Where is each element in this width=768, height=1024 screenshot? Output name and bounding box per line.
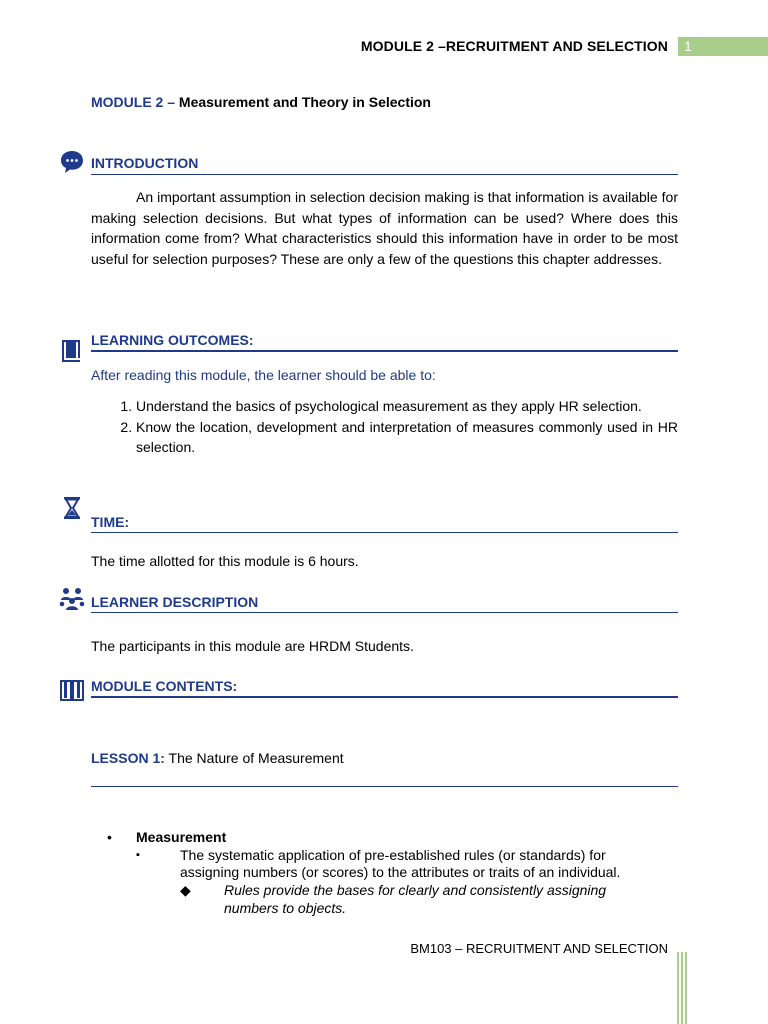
time-rule xyxy=(91,532,678,533)
introduction-text: An important assumption in selection decision making is that information is available for making selection decisions. But what types of information can be used? Where does this information come from? What characteristics should this information have in order to be most useful for selection purposes? These are only a few of the questions this chapter addresses. xyxy=(91,189,678,267)
learning-outcomes-list xyxy=(91,396,678,458)
bullet-rules-line2: numbers to objects. xyxy=(224,900,347,916)
bullet-definition-line1: The systematic application of pre-established rules (or standards) for xyxy=(180,847,606,863)
footer-text: BM103 – RECRUITMENT AND SELECTION xyxy=(410,941,668,956)
footer-decor-line xyxy=(681,952,683,1024)
learner-description-rule xyxy=(91,612,678,613)
module-title-prefix: MODULE 2 – xyxy=(91,94,179,110)
bullet-rules-line1: Rules provide the bases for clearly and consistently assigning xyxy=(224,882,607,898)
footer-decor-line xyxy=(677,952,679,1024)
module-title-rest: Measurement and Theory in Selection xyxy=(178,94,431,110)
learner-description-text: The participants in this module are HRDM Students. xyxy=(91,638,414,654)
lesson-title xyxy=(91,750,344,766)
module-contents-heading: MODULE CONTENTS: xyxy=(91,678,238,694)
page-number: 1 xyxy=(678,37,768,56)
learning-outcomes-heading: LEARNING OUTCOMES: xyxy=(91,332,254,348)
time-text: The time allotted for this module is 6 hours. xyxy=(91,553,359,569)
bullet-marker-l2: ▪ xyxy=(136,849,140,861)
introduction-heading: INTRODUCTION xyxy=(91,155,199,171)
bullet-marker-l3: ◆ xyxy=(180,882,191,898)
list-item: 1. Understand the basics of psychological measurement as they apply HR selection. xyxy=(136,396,678,417)
learning-outcomes-lead: After reading this module, the learner should be able to: xyxy=(91,367,436,383)
learning-outcomes-rule xyxy=(91,350,678,352)
open-book-icon xyxy=(58,676,86,704)
learner-description-heading: LEARNER DESCRIPTION xyxy=(91,594,259,610)
introduction-rule xyxy=(91,174,678,175)
lesson-label: LESSON 1: xyxy=(91,750,165,766)
book-icon xyxy=(58,337,86,365)
hourglass-icon xyxy=(58,494,86,522)
people-group-icon xyxy=(58,585,86,613)
lesson-name: The Nature of Measurement xyxy=(164,750,344,766)
chat-bubble-icon xyxy=(58,148,86,176)
bullet-marker-l1: • xyxy=(107,829,112,845)
time-heading: TIME: xyxy=(91,514,130,530)
list-item: 2. Know the location, development and interpretation of measures commonly used in HR selection. xyxy=(136,417,678,458)
header-title: MODULE 2 –RECRUITMENT AND SELECTION xyxy=(360,38,668,54)
footer-decor-line xyxy=(685,952,687,1024)
module-title xyxy=(91,94,431,110)
bullet-definition-line2: assigning numbers (or scores) to the attributes or traits of an individual. xyxy=(180,864,621,880)
lesson-rule xyxy=(91,786,678,787)
bullet-measurement: Measurement xyxy=(136,829,227,845)
module-contents-rule xyxy=(91,696,678,698)
